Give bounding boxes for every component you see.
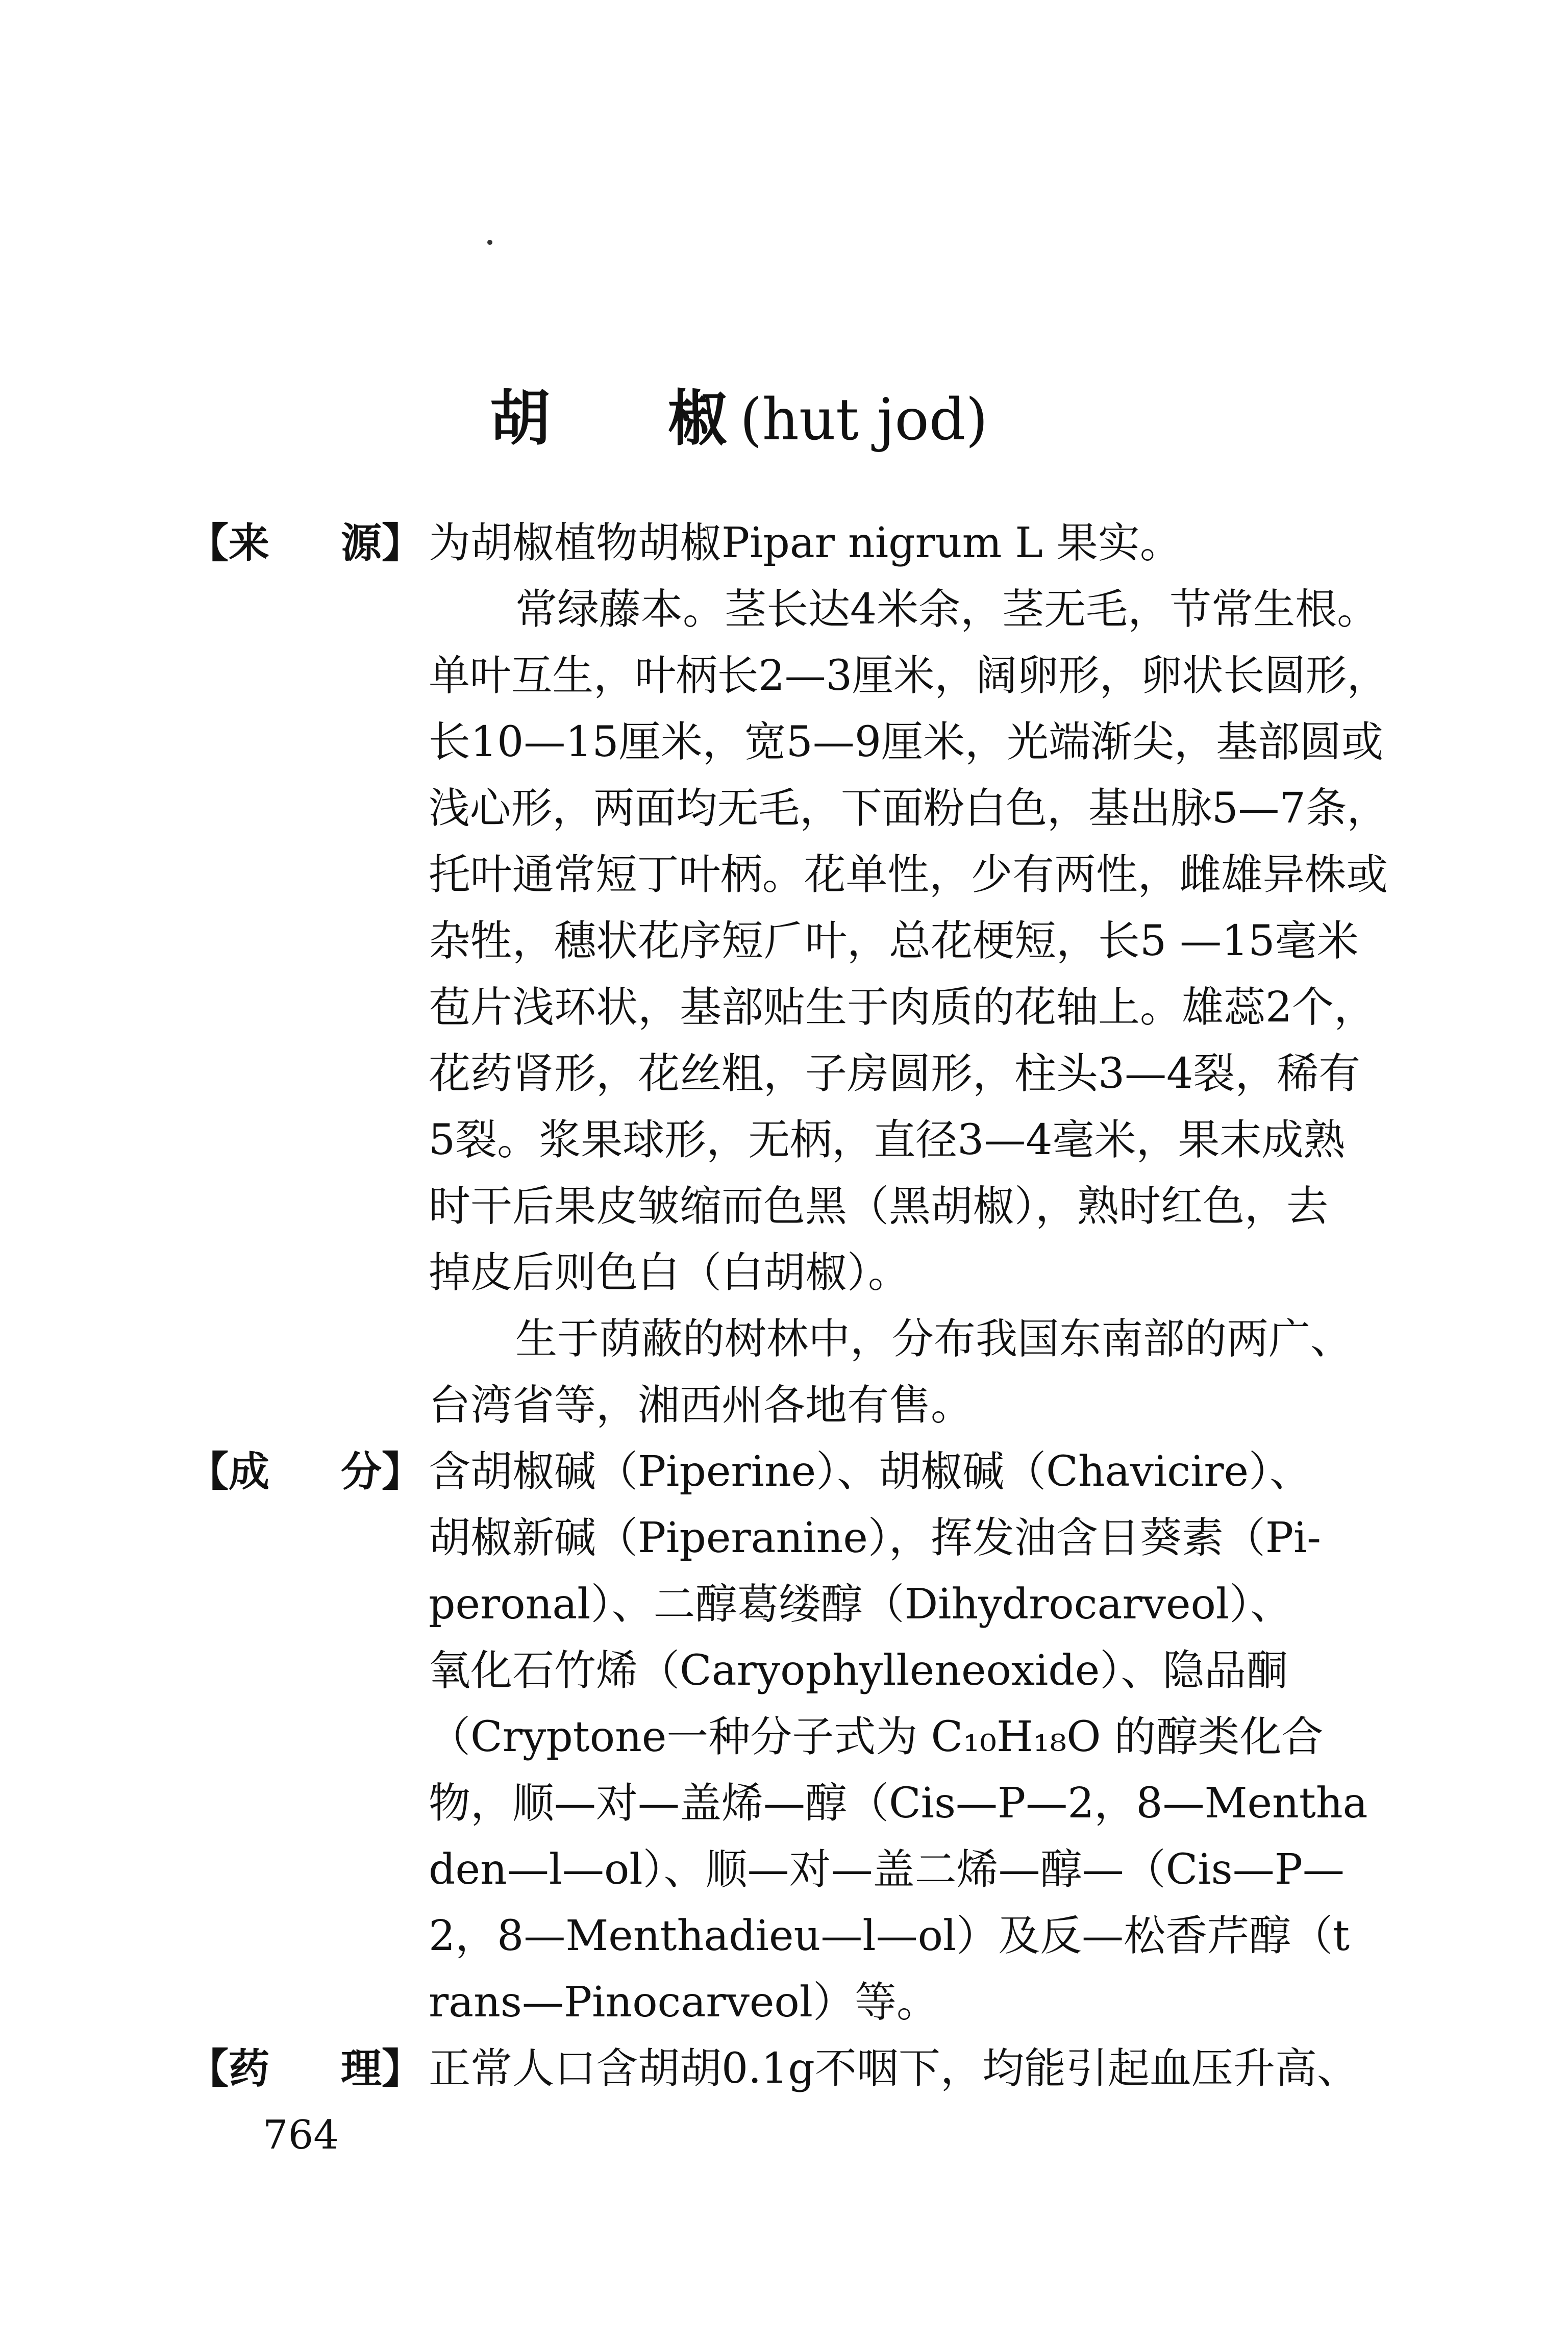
composition-line: rans—Pinocarveol）等。 [429, 1978, 939, 2027]
source-line: 台湾省等，湘西州各地有售。 [429, 1381, 973, 1430]
source-line: 浅心形，两面均无毛，下面粉白色，基出脉5—7条， [429, 784, 1388, 833]
composition-line: peronal）、二醇葛缕醇（Dihydrocarveol）、 [429, 1580, 1292, 1629]
source-line: 长10—15厘米，宽5—9厘米，光端渐尖，基部圆或 [429, 718, 1384, 766]
composition-label-right: 分】 [341, 1448, 422, 1495]
source-line: 苞片浅环状，基部贴生于肉质的花轴上。雄蕊2个， [429, 983, 1376, 1032]
composition-label-left: 【成 [188, 1448, 269, 1495]
source-line: 生于荫蔽的树林中，分布我国东南部的两广、 [515, 1315, 1353, 1363]
composition-line: （Cryptone一种分子式为 C₁₀H₁₈O 的醇类化合 [429, 1713, 1324, 1761]
source-line: 为胡椒植物胡椒Pipar nigrum L 果实。 [429, 519, 1182, 567]
source-line: 掉皮后则色白（白胡椒）。 [429, 1249, 910, 1297]
source-line: 5裂。浆果球形，无柄，直径3—4毫米，果末成熟 [429, 1116, 1346, 1164]
composition-line: 物，顺—对—盖烯—醇（Cis—P—2，8—Mentha [429, 1779, 1368, 1828]
scan-speck [487, 240, 492, 245]
source-label-left: 【来 [188, 519, 269, 567]
source-line: 托叶通常短丁叶柄。花单性，少有两性，雌雄异株或 [429, 851, 1388, 899]
composition-line: 含胡椒碱（Piperine）、胡椒碱（Chavicire）、 [429, 1447, 1312, 1496]
pharmacology-label-right: 理】 [341, 2045, 422, 2092]
composition-line: den—l—ol）、顺—对—盖二烯—醇—（Cis—P— [429, 1845, 1345, 1894]
source-line: 常绿藤本。茎长达4米余，茎无毛，节常生根。 [515, 585, 1379, 634]
source-line: 花药肾形，花丝粗，子房圆形，柱头3—4裂，稀有 [429, 1050, 1361, 1098]
pharmacology-line: 正常人口含胡胡0.1g不咽下，均能引起血压升高、 [429, 2044, 1359, 2093]
title-char-hu: 胡 [490, 383, 551, 454]
source-line: 杂牲，穗状花序短𠂆叶，总花梗短，长5 —15毫米 [429, 917, 1359, 965]
entry-title [490, 378, 988, 459]
source-line: 时干后果皮皱缩而色黑（黑胡椒），熟时红色，去 [429, 1182, 1329, 1231]
source-label-right: 源】 [341, 519, 422, 567]
title-char-jiao: 椒 [667, 383, 728, 454]
pharmacology-label-left: 【药 [188, 2045, 269, 2092]
composition-line: 氧化石竹烯（Caryophylleneoxide）、隐品酮 [429, 1646, 1288, 1695]
title-pinyin: (hut jod) [740, 387, 988, 453]
composition-line: 2，8—Menthadieu—l—ol）及反—松香芹醇（t [429, 1912, 1350, 1960]
source-line: 单叶互生，叶柄长2—3厘米，阔卵形，卵状长圆形， [429, 652, 1388, 700]
composition-line: 胡椒新碱（Piperanine），挥发油含日葵素（Pi- [429, 1514, 1321, 1562]
page-number: 764 [263, 2112, 339, 2158]
